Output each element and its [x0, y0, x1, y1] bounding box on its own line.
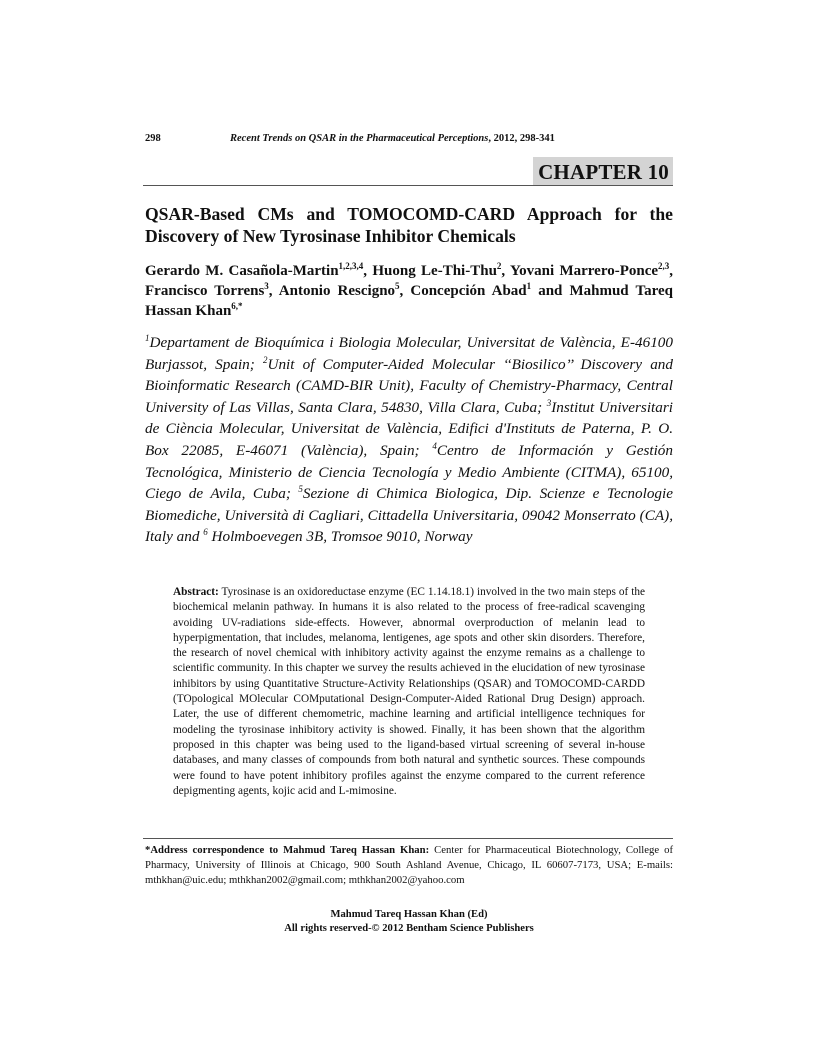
affiliation: $^3$Institut Universitari de Ciència Molecular, Universitat de València, Edifici d'Instituts de Paterna, P. O. Box 22085, E-46071 (València), Spain; — [145, 397, 674, 459]
journal-year-pages: , 2012, 298-341 — [488, 133, 555, 144]
abstract — [173, 585, 645, 799]
correspondence-label: *Address correspondence to Mahmud Tareq Hassan Khan: — [145, 844, 430, 856]
page-footer — [145, 908, 673, 936]
author: Yovani Marrero-Ponce$^{2,3}$, — [509, 261, 674, 279]
affiliation: $^5$Sezione di Chimica Biologica, Dip. Scienze e Tecnologie Biomediche, Università di Cagliari, Cittadella Universitaria, 09042 Monserrato (CA), Italy and — [145, 484, 673, 546]
author: Mahmud Tareq Hassan Khan$^{6,*}$ — [145, 283, 673, 319]
correspondence-text: Center for Pharmaceutical Biotechnology, College of Pharmacy, University of Illinois at Chicago, 900 South Ashland Avenue, Chicago, IL 60607-7173, USA; E-mails: mthkhan@uic.edu; mthkhan2002@gmail.com; mthkhan2002@yahoo.com — [145, 844, 674, 886]
author: Gerardo M. Casañola-Martin$^{1,2,3,4}$, — [145, 261, 373, 279]
paper-title: QSAR-Based CMs and TOMOCOMD-CARD Approach for the Discovery of New Tyrosinase Inhibitor Chemicals — [145, 204, 673, 246]
page-number: 298 — [145, 133, 161, 144]
abstract-label: Abstract: — [173, 586, 219, 598]
footer-editor: Mahmud Tareq Hassan Khan (Ed) — [330, 909, 488, 920]
header-divider — [143, 185, 673, 186]
author: Francisco Torrens$^3$, — [145, 281, 279, 299]
author: Antonio Rescigno$^5$, — [278, 281, 411, 299]
abstract-text: Tyrosinase is an oxidoreductase enzyme (EC 1.14.18.1) involved in the two main steps of the biochemical melanin pathway. In humans it is also related to the process of free-radical scavenging avoiding UV-radiations side-effects. However, abnormal overproduction of melanin lead to hyperpigmentation, that includes, melanoma, lentigenes, age spots and other skin disorders. Therefore, the research of novel chemical with inhibitory activity against the enzyme remains as a challenge to scientific community. In this chapter we survey the results achieved in the elucidation of new tyrosinase inhibitors by using Quantitative Structure-Activity Relationships (QSAR) and TOMOCOMD-CARDD (TOpological MOlecular COMputational Design-Computer-Aided Rational Drug Design) approach. Later, the use of different chemometric, machine learning and artificial intelligence techniques for modeling the tyrosinase inhibitory activity is showed. Finally, it has been shown that the algorithm proposed in this chapter was being used to the ligand-based virtual screening of several in-house databases, and many classes of compounds from both natural and synthetic sources. These compounds were found to have potent inhibitory profiles against the enzyme compared to the current reference depigmenting agents, kojic acid and L-mimosine. — [173, 586, 645, 797]
affiliations — [145, 332, 673, 548]
journal-name: Recent Trends on QSAR in the Pharmaceutical Perceptions — [230, 133, 489, 144]
correspondence-note — [145, 843, 673, 888]
author: Concepción Abad$^1$ and — [410, 281, 570, 299]
author-list — [145, 261, 673, 321]
footer-rights: All rights reserved-© 2012 Bentham Science Publishers — [284, 923, 534, 934]
affiliation: $^2$Unit of Computer-Aided Molecular ‘‘Biosilico’’ Discovery and Bioinformatic Research (CAMD-BIR Unit), Faculty of Chemistry-Pharmacy, Central University of Las Villas, Santa Clara, 54830, Villa Clara, Cuba; — [145, 354, 673, 416]
footnote-divider — [143, 838, 673, 839]
author: Huong Le-Thi-Thu$^2$, — [372, 261, 510, 279]
journal-citation — [230, 133, 555, 144]
chapter-label: CHAPTER 10 — [533, 157, 673, 186]
affiliation: $^1$Departament de Bioquímica i Biologia Molecular, Universitat de València, E-46100 Burjassot, Spain; — [145, 332, 673, 373]
affiliation: $^4$Centro de Información y Gestión Tecnológica, Ministerio de Ciencia Tecnología y Medio Ambiente (CITMA), 65100, Ciego de Avila, Cuba; — [145, 440, 673, 503]
affiliation: $^6$ Holmboevegen 3B, Tromsoe 9010, Norway — [203, 527, 473, 546]
